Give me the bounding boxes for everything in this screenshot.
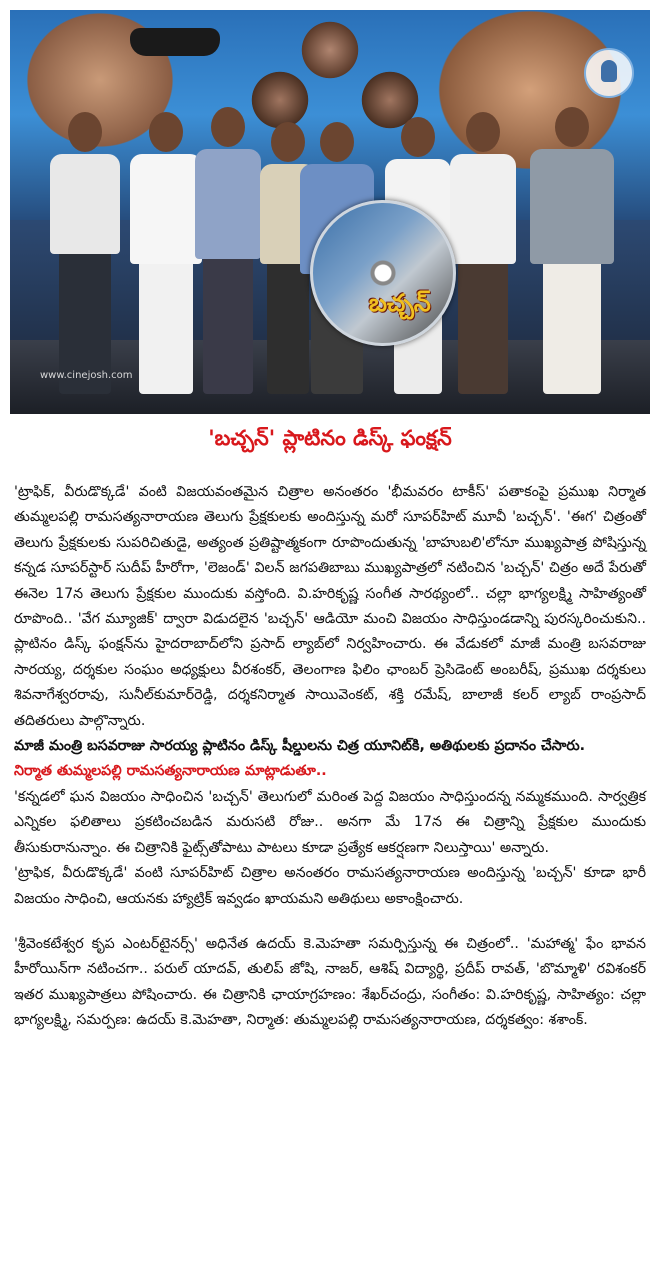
paragraph-spacer <box>14 912 646 932</box>
sunglasses-shape <box>130 28 220 56</box>
person-7 <box>450 112 516 394</box>
article-paragraph-1: 'ట్రాఫిక్, వీరుడొక్కడే' వంటి విజయవంతమైన చిత్రాల అనంతరం 'భీమవరం టాకీస్' పతాకంపై ప్రముఖ నిర్మాత తుమ్మలపల్లి రామసత్యనారాయణ తెలుగు ప్రేక్షకులకు అందిస్తున్న మరో సూపర్‌హిట్ మూవీ 'బచ్చన్'. 'ఈగ' చిత్రంతో తెలుగు ప్రేక్షకులకు సుపరిచితుడై, అత్యంత ప్రతిష్టాత్మకంగా రూపొందుతున్న 'బాహుబలి'లోనూ ముఖ్యపాత్ర పోషిస్తున్న కన్నడ సూపర్‌స్టార్ సుదీప్ హీరోగా, 'లెజండ్' విలన్ జగపతిబాబు ముఖ్యపాత్రలో నటించిన 'బచ్చన్' చిత్రం అదే పేరుతో ఈనెల 17న తెలుగు ప్రేక్షకుల ముందుకు వస్తోంది. వి.హరికృష్ణ సంగీత సారథ్యంలో.. చల్లా భాగ్యలక్ష్మి సాహిత్యంతో రూపొంది.. 'వేగ మ్యూజిక్' ద్వారా విడుదలైన 'బచ్చన్' ఆడియో మంచి విజయం సాధిస్తుండడాన్ని పురస్కరించుకుని.. ప్లాటినం డిస్క్ ఫంక్షన్‌ను హైదరాబాద్‌లోని ప్రసాద్ ల్యాబ్‌లో నిర్వహించారు. ఈ వేడుకలో మాజీ మంత్రి బసవరాజు సారయ్య, దర్శకుల సంఘం అధ్యక్షులు వీరశంకర్, తెలంగాణ ఫిలిం ఛాంబర్ ప్రెసిడెంట్ అంబరీష్, ప్రముఖ దర్శకులు శివనాగేశ్వరరావు, సునీల్‌కుమార్‌రెడ్డి, దర్శకనిర్మాత సాయివెంకట్, శక్తి రమేష్, బాలాజీ కలర్ ల్యాబ్ రాంప్రసాద్ తదితరులు పాల్గొన్నారు. <box>14 484 646 729</box>
article-subheading: నిర్మాత తుమ్మలపల్లి రామసత్యనారాయణ మాట్లాడుతూ.. <box>14 763 327 780</box>
event-photo <box>10 10 650 414</box>
disc-icon <box>310 200 456 346</box>
article-paragraph-5: 'ట్రాఫిక, వీరుడొక్కడే' వంటి సూపర్‌హిట్ చిత్రాల అనంతరం రామసత్యనారాయణ అందిస్తున్న 'బచ్చన్' కూడా భారీ విజయం సాధించి, ఆయనకు హ్యాట్రిక్ ఇవ్వడం ఖాయమని అతిథులు అకాంక్షించారు. <box>14 865 646 907</box>
article-quote: 'కన్నడలో ఘన విజయం సాధించిన 'బచ్చన్' తెలుగులో మరింత పెద్ద విజయం సాధిస్తుందన్న నమ్మకముంది. సార్వత్రిక ఎన్నికల ఫలితాలు ప్రకటించబడిన మరుసటి రోజు.. అనగా మే 17న ఈ చిత్రాన్ని ప్రేక్షకుల ముందుకు తీసుకురానున్నాం. ఈ చిత్రానికి ఫైట్స్‌తోపాటు పాటలు కూడా ప్రత్యేక ఆకర్షణగా నిలుస్తాయి' అన్నారు. <box>14 788 646 856</box>
article-paragraph-2: మాజీ మంత్రి బసవరాజు సారయ్య ప్లాటినం డిస్క్ షీల్డులను చిత్ర యూనిట్‌కి, అతిథులకు ప్రదానం చేసారు. <box>14 738 586 755</box>
article-headline: 'బచ్చన్' ప్లాటినం డిస్క్ ఫంక్షన్ <box>208 426 452 450</box>
photo-watermark: www.cinejosh.com <box>40 370 133 381</box>
person-1 <box>50 112 120 394</box>
disc-title: బచ్చన్ <box>369 289 431 317</box>
person-3 <box>195 107 261 394</box>
article-body <box>14 480 646 1034</box>
person-2 <box>130 112 202 394</box>
person-8 <box>530 107 614 394</box>
article-credits: 'శ్రీవెంకటేశ్వర కృప ఎంటర్‌టైనర్స్' అధినేత ఉదయ్ కె.మెహతా సమర్పిస్తున్న ఈ చిత్రంలో.. 'మహాత్మ' ఫేం భావన హీరోయిన్‌గా నటించగా.. పరుల్ యాదవ్, తులిప్ జోషి, నాజర్, ఆశిష్ విద్యార్థి, ప్రదీప్ రావత్, 'బొమ్మాళి' రవిశంకర్ ఇతర ముఖ్యపాత్రలు పోషించారు. ఈ చిత్రానికి ఛాయాగ్రహణం: శేఖర్‌చంద్రు, సంగీతం: వి.హరికృష్ణ, సాహిత్యం: చల్లా భాగ్యలక్ష్మి, సమర్పణ: ఉదయ్ కె.మెహతా, నిర్మాత: తుమ్మలపల్లి రామసత్యనారాయణ, దర్శకత్వం: శశాంక్. <box>14 935 646 1029</box>
logo-badge-icon <box>584 48 634 98</box>
